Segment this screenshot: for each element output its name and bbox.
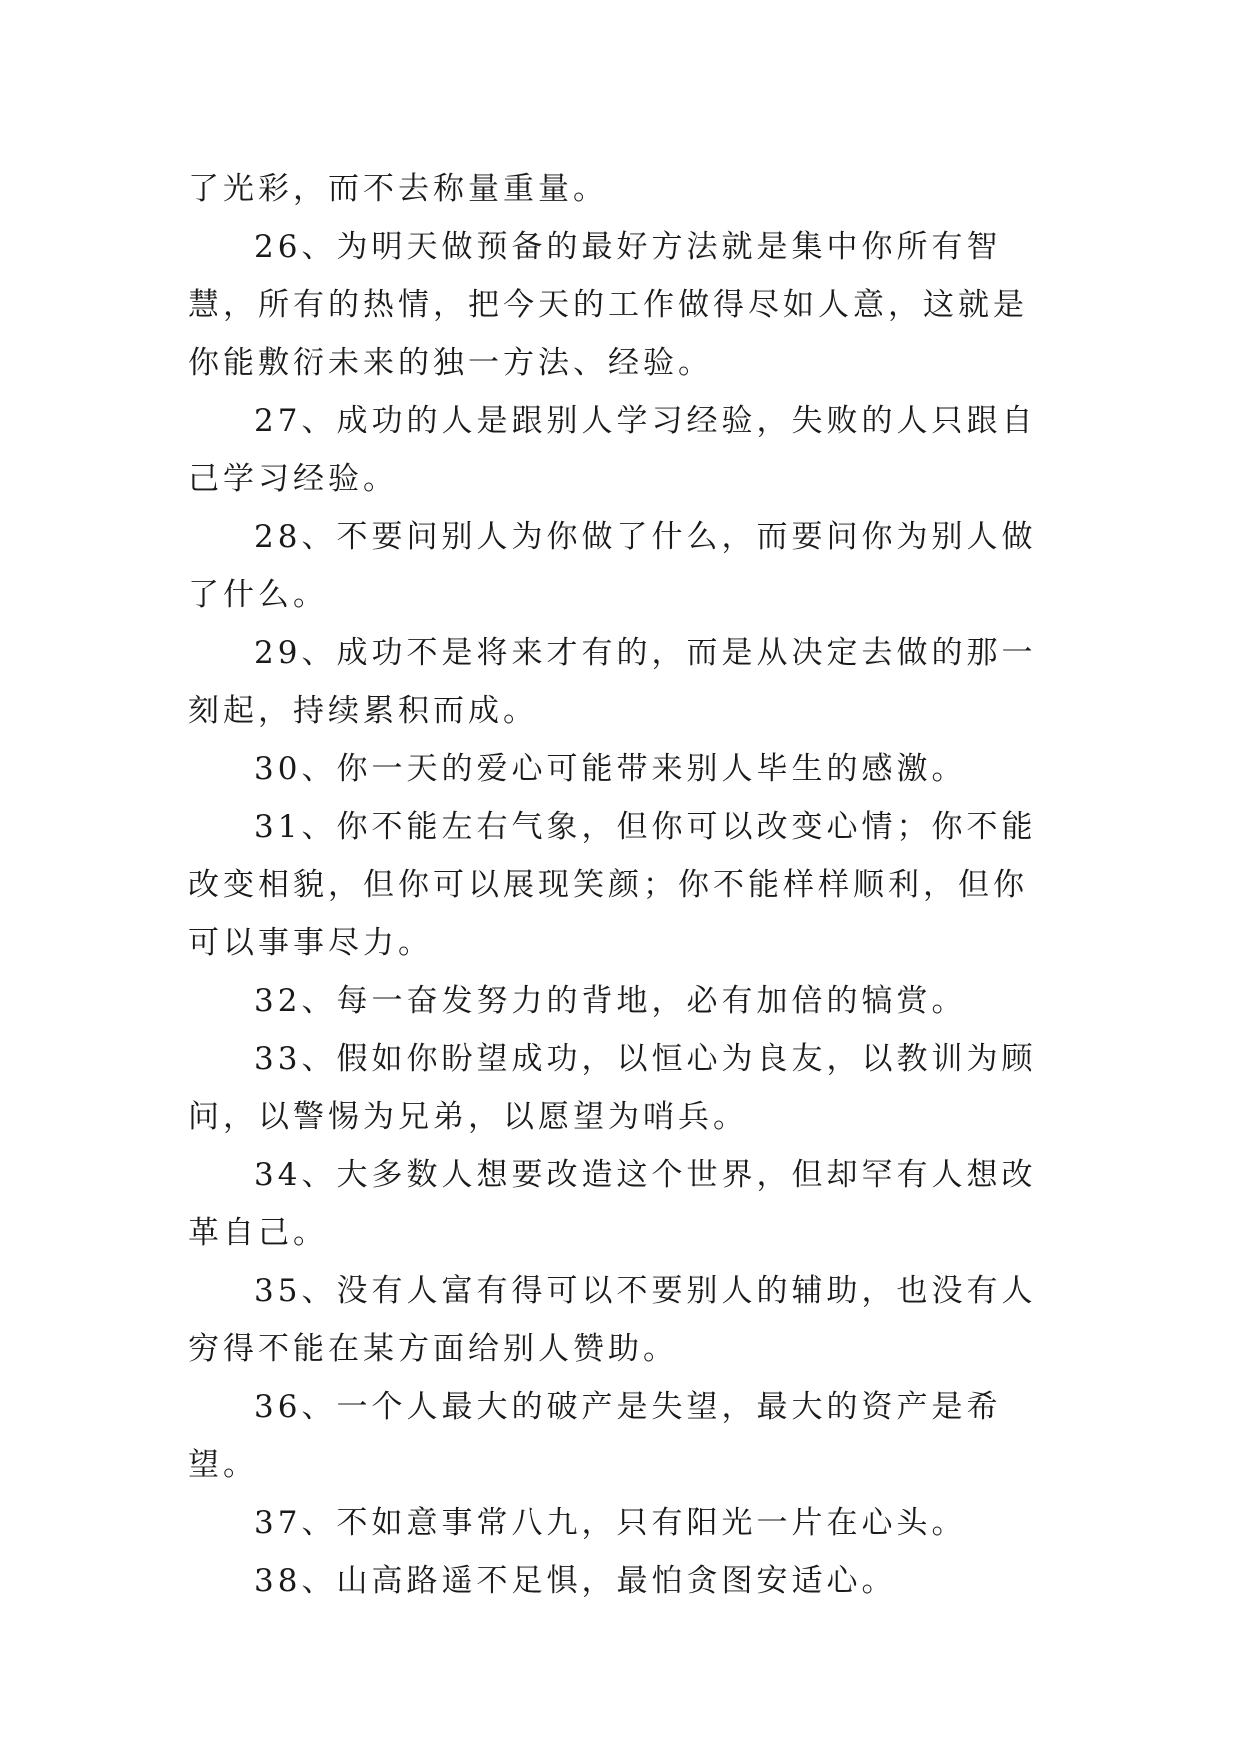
paragraph-quote-33: 33、假如你盼望成功，以恒心为良友，以教训为顾问，以警惕为兄弟，以愿望为哨兵。 [188,1041,1037,1135]
paragraph-quote-31: 31、你不能左右气象，但你可以改变心情；你不能改变相貌，但你可以展现笑颜；你不能样样顺利，但你可以事事尽力。 [188,809,1037,961]
paragraph-quote-28: 28、不要问别人为你做了什么，而要问你为别人做了什么。 [188,519,1037,613]
paragraph-quote-26: 26、为明天做预备的最好方法就是集中你所有智慧，所有的热情，把今天的工作做得尽如人意，这就是你能敷衍未来的独一方法、经验。 [188,229,1028,381]
paragraph-quote-30: 30、你一天的爱心可能带来别人毕生的感激。 [254,751,967,787]
paragraph-continuation: 了光彩，而不去称量重量。 [188,171,608,207]
paragraph-quote-29: 29、成功不是将来才有的，而是从决定去做的那一刻起，持续累积而成。 [188,635,1037,729]
paragraph-quote-37: 37、不如意事常八九，只有阳光一片在心头。 [254,1505,967,1541]
document-body [188,160,1058,1610]
paragraph-quote-32: 32、每一奋发努力的背地，必有加倍的犒赏。 [254,983,967,1019]
paragraph-quote-36: 36、一个人最大的破产是失望，最大的资产是希望。 [188,1389,1002,1483]
paragraph-quote-27: 27、成功的人是跟别人学习经验，失败的人只跟自己学习经验。 [188,403,1037,497]
paragraph-quote-35: 35、没有人富有得可以不要别人的辅助，也没有人穷得不能在某方面给别人赞助。 [188,1273,1037,1367]
paragraph-quote-34: 34、大多数人想要改造这个世界，但却罕有人想改革自己。 [188,1157,1037,1251]
paragraph-quote-38: 38、山高路遥不足惧，最怕贪图安适心。 [254,1563,897,1599]
